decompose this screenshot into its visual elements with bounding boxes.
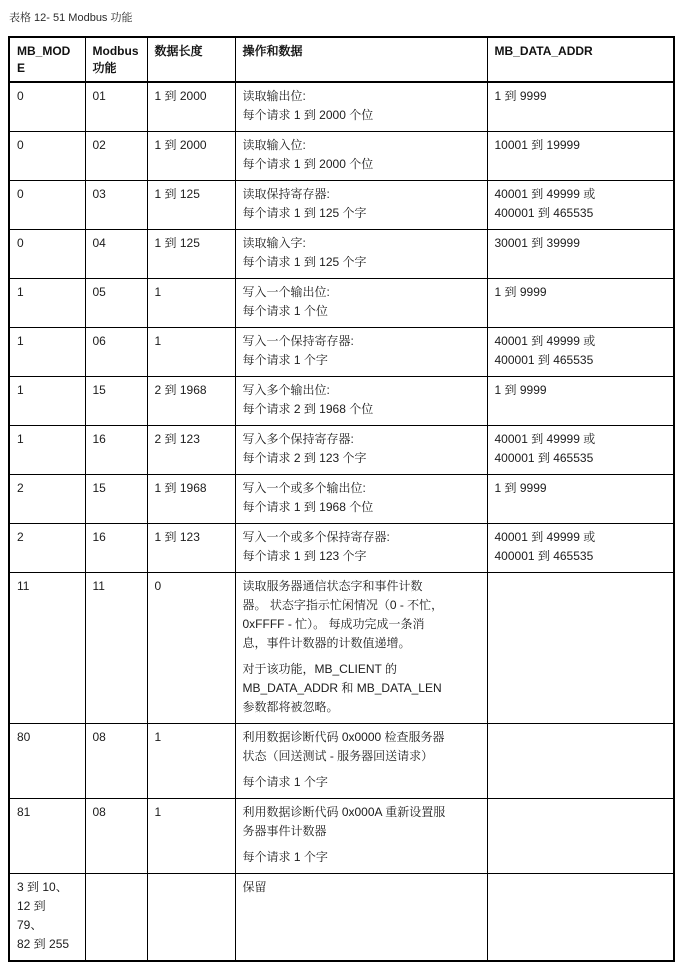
text-line: 02 <box>92 138 106 152</box>
paragraph <box>495 381 670 400</box>
cell-op <box>235 475 487 524</box>
cell-mb-mode <box>9 328 85 377</box>
text-line: 0 <box>17 187 24 201</box>
paragraph <box>243 773 483 792</box>
cell-data-len <box>147 132 235 181</box>
paragraph <box>243 283 483 321</box>
text-line: 80 <box>17 730 31 744</box>
cell-mb-data-addr <box>487 874 674 962</box>
cell-data-len <box>147 230 235 279</box>
paragraph <box>243 332 483 370</box>
cell-mb-data-addr <box>487 181 674 230</box>
text-line: 400001 到 465535 <box>494 206 594 220</box>
text-line: 79、 <box>17 918 43 932</box>
header-row <box>9 37 674 82</box>
text-line: 0 <box>17 138 24 152</box>
paragraph <box>155 381 231 400</box>
cell-modbus-func <box>85 181 147 230</box>
cell-op <box>235 279 487 328</box>
cell-mb-data-addr <box>487 279 674 328</box>
cell-data-len <box>147 181 235 230</box>
text-line: 写入一个输出位: <box>242 285 330 299</box>
text-line: 对于该功能，MB_CLIENT 的 <box>242 662 397 676</box>
paragraph <box>17 234 81 253</box>
text-line: 03 <box>92 187 106 201</box>
text-line: 每个请求 2 到 1968 个位 <box>242 402 374 416</box>
paragraph <box>243 479 483 517</box>
paragraph <box>17 185 81 204</box>
column-header-mb-data-addr: MB_DATA_ADDR <box>487 37 674 82</box>
cell-mb-data-addr <box>487 799 674 874</box>
table-row <box>9 230 674 279</box>
cell-mb-mode <box>9 230 85 279</box>
text-line: 每个请求 1 个字 <box>242 775 328 789</box>
text-line: 11 <box>17 579 30 593</box>
text-line: 2 到 1968 <box>154 383 207 397</box>
cell-op <box>235 181 487 230</box>
text-line: 每个请求 1 到 2000 个位 <box>242 108 374 122</box>
paragraph <box>155 430 231 449</box>
table-row <box>9 377 674 426</box>
paragraph <box>155 332 231 351</box>
cell-data-len <box>147 475 235 524</box>
text-line: 写入一个或多个保持寄存器: <box>242 530 390 544</box>
text-line: 40001 到 49999 或 <box>494 187 596 201</box>
paragraph <box>155 728 231 747</box>
cell-modbus-func <box>85 132 147 181</box>
cell-op <box>235 524 487 573</box>
cell-modbus-func <box>85 799 147 874</box>
paragraph <box>93 381 143 400</box>
text-line: 16 <box>92 530 106 544</box>
paragraph <box>495 136 670 155</box>
modbus-function-table <box>8 36 675 962</box>
cell-data-len <box>147 426 235 475</box>
text-line: 写入多个保持寄存器: <box>242 432 354 446</box>
text-line: 2 <box>17 530 24 544</box>
paragraph <box>93 528 143 547</box>
text-line: 读取输出位: <box>242 89 306 103</box>
paragraph <box>93 803 143 822</box>
cell-data-len <box>147 377 235 426</box>
cell-data-len <box>147 328 235 377</box>
text-line: 1 <box>17 383 24 397</box>
paragraph <box>495 185 670 223</box>
paragraph <box>495 87 670 106</box>
text-line: 1 <box>154 805 162 819</box>
text-line: 05 <box>92 285 106 299</box>
paragraph <box>93 430 143 449</box>
paragraph <box>17 430 81 449</box>
text-line: 3 到 10、 <box>17 880 68 894</box>
cell-mb-mode <box>9 874 85 962</box>
cell-mb-mode <box>9 573 85 724</box>
cell-data-len <box>147 874 235 962</box>
paragraph <box>243 136 483 174</box>
paragraph <box>155 577 231 596</box>
text-line: 每个请求 1 个位 <box>242 304 328 318</box>
text-line: 08 <box>92 805 106 819</box>
paragraph <box>155 185 231 204</box>
paragraph <box>93 136 143 155</box>
text-line: 04 <box>92 236 106 250</box>
text-line: 每个请求 2 到 123 个字 <box>242 451 367 465</box>
cell-mb-data-addr <box>487 328 674 377</box>
paragraph <box>243 728 483 766</box>
paragraph <box>155 283 231 302</box>
paragraph <box>17 136 81 155</box>
text-line: 每个请求 1 到 2000 个位 <box>242 157 374 171</box>
table-row <box>9 475 674 524</box>
cell-op <box>235 874 487 962</box>
paragraph <box>93 728 143 747</box>
paragraph <box>93 283 143 302</box>
paragraph <box>243 878 483 897</box>
paragraph <box>243 528 483 566</box>
text-line: 0xFFFF - 忙）。 每成功完成一条消 <box>242 617 425 631</box>
paragraph <box>243 848 483 867</box>
paragraph <box>17 728 81 747</box>
paragraph <box>243 185 483 223</box>
text-line: 写入一个保持寄存器: <box>242 334 354 348</box>
paragraph <box>155 528 231 547</box>
paragraph <box>155 803 231 822</box>
paragraph <box>243 430 483 468</box>
paragraph <box>17 803 81 822</box>
text-line: 1 到 9999 <box>494 285 547 299</box>
cell-mb-mode <box>9 426 85 475</box>
paragraph <box>495 283 670 302</box>
text-line: 15 <box>92 383 106 397</box>
paragraph <box>243 87 483 125</box>
text-line: 15 <box>92 481 106 495</box>
cell-mb-mode <box>9 724 85 799</box>
column-header-modbus-func: Modbus 功能 <box>85 37 147 82</box>
cell-mb-mode <box>9 377 85 426</box>
text-line: 1 <box>17 334 24 348</box>
text-line: 读取服务器通信状态字和事件计数 <box>242 579 423 593</box>
text-line: 400001 到 465535 <box>494 353 594 367</box>
text-line: 400001 到 465535 <box>494 549 594 563</box>
text-line: 写入多个输出位: <box>242 383 330 397</box>
paragraph <box>155 87 231 106</box>
text-line: 每个请求 1 到 1968 个位 <box>242 500 374 514</box>
text-line: 读取输入位: <box>242 138 306 152</box>
text-line: 1 到 9999 <box>494 89 547 103</box>
text-line: 40001 到 49999 或 <box>494 334 596 348</box>
text-line: 01 <box>92 89 106 103</box>
text-line: 81 <box>17 805 31 819</box>
text-line: 1 到 1968 <box>154 481 207 495</box>
paragraph <box>495 430 670 468</box>
text-line: 16 <box>92 432 106 446</box>
cell-mb-mode <box>9 475 85 524</box>
cell-mb-mode <box>9 82 85 132</box>
cell-op <box>235 724 487 799</box>
cell-op <box>235 82 487 132</box>
paragraph <box>17 528 81 547</box>
text-line: 每个请求 1 到 125 个字 <box>242 255 367 269</box>
text-line: 06 <box>92 334 106 348</box>
paragraph <box>17 381 81 400</box>
text-line: 1 <box>17 285 24 299</box>
cell-modbus-func <box>85 82 147 132</box>
table-row <box>9 573 674 724</box>
text-line: 0 <box>17 236 24 250</box>
text-line: 1 <box>154 730 162 744</box>
table-row <box>9 82 674 132</box>
table-row <box>9 279 674 328</box>
text-line: 状态（回送测试 - 服务器回送请求） <box>242 749 434 763</box>
cell-op <box>235 328 487 377</box>
cell-mb-data-addr <box>487 82 674 132</box>
text-line: 1 到 2000 <box>154 138 207 152</box>
paragraph <box>17 479 81 498</box>
paragraph <box>495 479 670 498</box>
paragraph <box>495 234 670 253</box>
text-line: 0 <box>17 89 24 103</box>
text-line: 40001 到 49999 或 <box>494 530 596 544</box>
cell-data-len <box>147 724 235 799</box>
column-header-op: 操作和数据 <box>235 37 487 82</box>
cell-modbus-func <box>85 573 147 724</box>
cell-modbus-func <box>85 328 147 377</box>
paragraph <box>155 136 231 155</box>
cell-data-len <box>147 524 235 573</box>
paragraph <box>243 234 483 272</box>
text-line: 1 <box>154 334 162 348</box>
cell-modbus-func <box>85 874 147 962</box>
text-line: 11 <box>92 579 105 593</box>
text-line: 息，事件计数器的计数值递增。 <box>242 636 411 650</box>
cell-op <box>235 573 487 724</box>
text-line: 1 到 125 <box>154 187 200 201</box>
paragraph <box>17 283 81 302</box>
cell-modbus-func <box>85 724 147 799</box>
text-line: 读取保持寄存器: <box>242 187 330 201</box>
text-line: 1 到 9999 <box>494 481 547 495</box>
paragraph <box>17 332 81 351</box>
cell-op <box>235 799 487 874</box>
paragraph <box>17 87 81 106</box>
cell-data-len <box>147 82 235 132</box>
table-header <box>9 37 674 82</box>
table-row <box>9 524 674 573</box>
cell-mb-data-addr <box>487 132 674 181</box>
paragraph <box>93 234 143 253</box>
text-line: MB_DATA_ADDR 和 MB_DATA_LEN <box>242 681 442 695</box>
cell-modbus-func <box>85 377 147 426</box>
paragraph <box>17 878 81 954</box>
text-line: 2 到 123 <box>154 432 200 446</box>
text-line: 每个请求 1 个字 <box>242 353 328 367</box>
cell-data-len <box>147 279 235 328</box>
paragraph <box>243 660 483 717</box>
cell-modbus-func <box>85 524 147 573</box>
cell-mb-mode <box>9 132 85 181</box>
paragraph <box>495 332 670 370</box>
text-line: 08 <box>92 730 106 744</box>
column-header-mb-mode: MB_MODE <box>9 37 85 82</box>
cell-mb-data-addr <box>487 573 674 724</box>
cell-mb-data-addr <box>487 377 674 426</box>
text-line: 30001 到 39999 <box>494 236 580 250</box>
cell-mb-data-addr <box>487 724 674 799</box>
paragraph <box>93 577 143 596</box>
text-line: 40001 到 49999 或 <box>494 432 596 446</box>
text-line: 400001 到 465535 <box>494 451 594 465</box>
table-title: 表格 12- 51 Modbus 功能 <box>9 12 133 24</box>
paragraph <box>93 185 143 204</box>
text-line: 1 到 125 <box>154 236 200 250</box>
text-line: 每个请求 1 到 123 个字 <box>242 549 367 563</box>
text-line: 1 到 9999 <box>494 383 547 397</box>
text-line: 0 <box>154 579 162 593</box>
text-line: 保留 <box>242 880 267 894</box>
text-line: 1 <box>154 285 162 299</box>
cell-mb-mode <box>9 799 85 874</box>
cell-mb-mode <box>9 181 85 230</box>
paragraph <box>93 479 143 498</box>
text-line: 利用数据诊断代码 0x0000 检查服务器 <box>242 730 445 744</box>
table-body <box>9 82 674 961</box>
cell-modbus-func <box>85 475 147 524</box>
cell-mb-mode <box>9 524 85 573</box>
text-line: 写入一个或多个输出位: <box>242 481 366 495</box>
cell-mb-data-addr <box>487 426 674 475</box>
text-line: 1 到 2000 <box>154 89 207 103</box>
paragraph <box>93 87 143 106</box>
text-line: 读取输入字: <box>242 236 306 250</box>
paragraph <box>93 332 143 351</box>
paragraph <box>243 381 483 419</box>
cell-op <box>235 426 487 475</box>
text-line: 每个请求 1 个字 <box>242 850 328 864</box>
text-line: 参数都将被忽略。 <box>242 700 339 714</box>
table-row <box>9 799 674 874</box>
cell-mb-mode <box>9 279 85 328</box>
text-line: 82 到 255 <box>17 937 70 951</box>
text-line: 1 <box>17 432 24 446</box>
table-row <box>9 328 674 377</box>
text-line: 器。 状态字指示忙闲情况（0 - 不忙， <box>242 598 444 612</box>
text-line: 务器事件计数器 <box>242 824 327 838</box>
paragraph <box>17 577 81 596</box>
cell-modbus-func <box>85 230 147 279</box>
paragraph <box>243 803 483 841</box>
text-line: 每个请求 1 到 125 个字 <box>242 206 367 220</box>
cell-mb-data-addr <box>487 230 674 279</box>
cell-op <box>235 230 487 279</box>
paragraph <box>495 528 670 566</box>
cell-mb-data-addr <box>487 475 674 524</box>
cell-modbus-func <box>85 279 147 328</box>
text-line: 12 到 <box>17 899 46 913</box>
table-row <box>9 181 674 230</box>
column-header-data-len: 数据长度 <box>147 37 235 82</box>
paragraph <box>243 577 483 653</box>
cell-data-len <box>147 573 235 724</box>
text-line: 利用数据诊断代码 0x000A 重新设置服 <box>242 805 446 819</box>
cell-op <box>235 132 487 181</box>
text-line: 2 <box>17 481 24 495</box>
text-line: 1 到 123 <box>154 530 200 544</box>
cell-modbus-func <box>85 426 147 475</box>
cell-op <box>235 377 487 426</box>
cell-mb-data-addr <box>487 524 674 573</box>
table-row <box>9 426 674 475</box>
cell-data-len <box>147 799 235 874</box>
table-row <box>9 132 674 181</box>
paragraph <box>155 234 231 253</box>
table-row <box>9 874 674 962</box>
text-line: 10001 到 19999 <box>494 138 580 152</box>
paragraph <box>155 479 231 498</box>
table-row <box>9 724 674 799</box>
